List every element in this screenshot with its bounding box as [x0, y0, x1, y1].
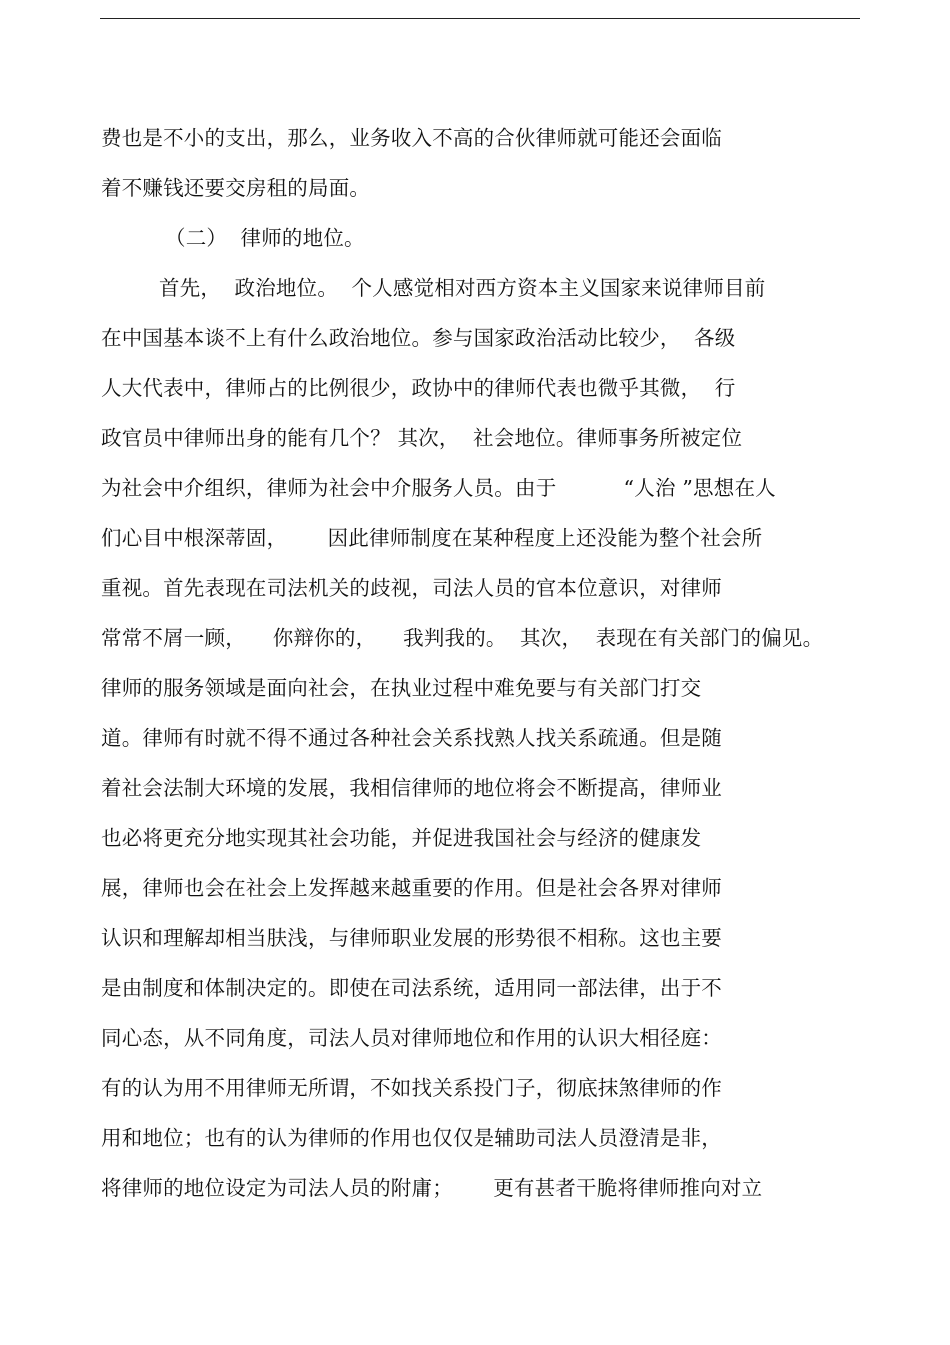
text-line: 人大代表中，律师占的比例很少，政协中的律师代表也微乎其微， 行	[101, 376, 736, 400]
text-line: 重视。首先表现在司法机关的歧视，司法人员的官本位意识，对律师	[101, 576, 722, 600]
text-line: 律师的服务领域是面向社会，在执业过程中难免要与有关部门打交	[101, 676, 702, 700]
text-line: 着不赚钱还要交房租的局面。	[101, 176, 371, 200]
text-line: 认识和理解却相当肤浅，与律师职业发展的形势很不相称。这也主要	[101, 926, 722, 950]
paragraph-first-line: 首先， 政治地位。 个人感觉相对西方资本主义国家来说律师目前	[159, 276, 766, 300]
text-line: 常常不屑一顾， 你辩你的， 我判我的。 其次， 表现在有关部门的偏见。	[101, 626, 824, 650]
text-line: 为社会中介组织，律师为社会中介服务人员。由于 “人治 ”思想在人	[101, 476, 776, 500]
text-line: 费也是不小的支出，那么，业务收入不高的合伙律师就可能还会面临	[101, 126, 722, 150]
text-line: 展，律师也会在社会上发挥越来越重要的作用。但是社会各界对律师	[101, 876, 722, 900]
text-line: 着社会法制大环境的发展，我相信律师的地位将会不断提高，律师业	[101, 776, 722, 800]
text-line: 也必将更充分地实现其社会功能，并促进我国社会与经济的健康发	[101, 826, 702, 850]
text-line: 们心目中根深蒂固， 因此律师制度在某种程度上还没能为整个社会所	[101, 526, 763, 550]
text-line: 将律师的地位设定为司法人员的附庸； 更有甚者干脆将律师推向对立	[101, 1176, 763, 1200]
text-line: 用和地位；也有的认为律师的作用也仅仅是辅助司法人员澄清是非，	[101, 1126, 722, 1150]
text-line: 政官员中律师出身的能有几个？ 其次， 社会地位。律师事务所被定位	[101, 426, 743, 450]
text-line: 同心态，从不同角度，司法人员对律师地位和作用的认识大相径庭：	[101, 1026, 722, 1050]
section-heading: （二） 律师的地位。	[165, 226, 365, 250]
text-line: 在中国基本谈不上有什么政治地位。参与国家政治活动比较少， 各级	[101, 326, 736, 350]
text-line: 有的认为用不用律师无所谓，不如找关系投门子，彻底抹煞律师的作	[101, 1076, 722, 1100]
text-line: 是由制度和体制决定的。即使在司法系统，适用同一部法律，出于不	[101, 976, 722, 1000]
text-line: 道。律师有时就不得不通过各种社会关系找熟人找关系疏通。但是随	[101, 726, 722, 750]
